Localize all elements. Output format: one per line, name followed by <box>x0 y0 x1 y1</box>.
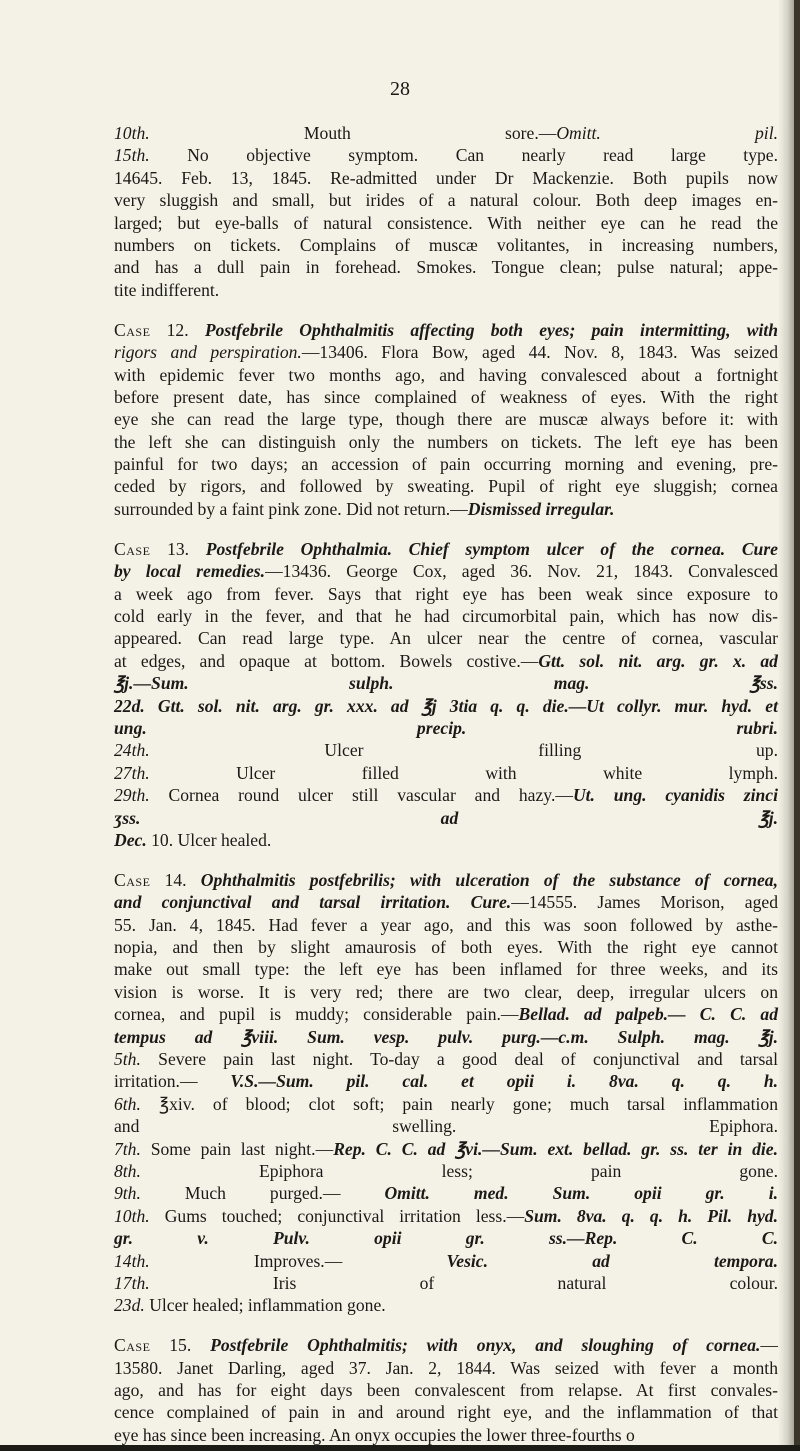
text-run: surrounded by a faint pink zone. Did not return.— <box>114 498 468 519</box>
text-run: Vesic. ad tempora. <box>446 1250 778 1271</box>
text-run: appeared. Can read large type. An ulcer near the centre of cornea, vascular <box>114 628 778 649</box>
body-text <box>114 122 778 1446</box>
text-run: 10th. <box>114 123 150 143</box>
paragraph-gap <box>114 1317 778 1335</box>
text-line <box>114 341 778 363</box>
text-line <box>114 672 778 694</box>
text-run: rigors and perspiration. <box>114 342 302 363</box>
text-run: eye has since been increasing. An onyx occupies the lower three-fourths o <box>114 1424 635 1445</box>
text-run: Dismissed irregular. <box>467 498 615 519</box>
text-run: Omitt. med. Sum. opii gr. i. <box>384 1183 778 1204</box>
text-run: Some pain last night.— <box>140 1138 334 1159</box>
text-line <box>114 1205 778 1227</box>
paragraph-gap <box>114 301 778 319</box>
text-run: Gums touched; conjunctival irritation less.— <box>149 1205 525 1226</box>
text-line <box>114 364 778 386</box>
text-line <box>114 167 778 189</box>
text-line <box>114 1048 778 1070</box>
text-line <box>114 891 778 913</box>
text-run: —14555. James Morison, aged <box>511 892 778 913</box>
text-run: ℥xiv. of blood; clot soft; pain nearly gone; much tarsal inflammation <box>140 1093 778 1114</box>
text-run: Epiphora less; pain gone. <box>140 1160 778 1181</box>
text-run: Ophthalmitis postfebrilis; with ulceration of the substance of cornea, <box>200 869 778 890</box>
text-line <box>114 1160 778 1182</box>
text-line <box>114 650 778 672</box>
bottom-rule <box>0 1445 800 1451</box>
text-line <box>114 869 778 891</box>
text-run: 9th. <box>114 1183 141 1204</box>
text-line <box>114 762 778 784</box>
text-run: 6th. <box>114 1093 141 1114</box>
text-run: larged; but eye-balls of natural consistence. With neither eye can he read the <box>114 212 778 233</box>
text-run: Ulcer filling up. <box>149 740 778 761</box>
text-line <box>114 279 778 301</box>
text-run: and conjunctival and tarsal irritation. Cure. <box>114 892 512 913</box>
text-line <box>114 583 778 605</box>
text-run: 17th. <box>114 1272 150 1293</box>
text-line <box>114 1294 778 1316</box>
text-line <box>114 1250 778 1272</box>
text-run: 55. Jan. 4, 1845. Had fever a year ago, and this was soon followed by asthe- <box>114 914 778 935</box>
text-line <box>114 1115 778 1137</box>
text-run: 29th. <box>114 785 150 806</box>
text-run: 27th. <box>114 762 150 783</box>
text-run: make out small type: the left eye has been inflamed for three weeks, and its <box>114 959 778 980</box>
text-line <box>114 1272 778 1294</box>
text-run: Ulcer filled with white lymph. <box>149 762 778 783</box>
text-line <box>114 1026 778 1048</box>
text-run: tite indifferent. <box>114 279 220 300</box>
text-run: cence complained of pain in and around right eye, and the inflammation of that <box>114 1402 778 1423</box>
text-run: 22d. Gtt. sol. nit. arg. gr. xxx. ad ℥j 3tia q. q. die.—Ut collyr. mur. hyd. et <box>114 695 778 716</box>
text-run: and swelling. Epiphora. <box>114 1116 778 1137</box>
text-run: Cornea round ulcer still vascular and hazy.— <box>149 785 573 806</box>
text-line <box>114 784 778 806</box>
text-line <box>114 256 778 278</box>
text-line <box>114 1401 778 1423</box>
text-line <box>114 498 778 520</box>
text-run: 13580. Janet Darling, aged 37. Jan. 2, 1844. Was seized with fever a month <box>114 1357 778 1378</box>
paragraph-gap <box>114 851 778 869</box>
text-run: Bellad. ad palpeb.— C. C. ad <box>518 1004 779 1025</box>
text-line <box>114 453 778 475</box>
text-run: and has a dull pain in forehead. Smokes. Tongue clean; pulse natural; appe- <box>114 257 778 278</box>
text-line <box>114 958 778 980</box>
text-run: Severe pain last night. To-day a good deal of conjunctival and tarsal <box>140 1049 778 1070</box>
text-run: vision is worse. It is very red; there are two clear, deep, irregular ulcers on <box>114 981 778 1002</box>
text-run: 14645. Feb. 13, 1845. Re-admitted under Dr Mackenzie. Both pupils now <box>114 167 778 188</box>
text-line <box>114 717 778 739</box>
text-line <box>114 1003 778 1025</box>
text-run: —13436. George Cox, aged 36. Nov. 21, 1843. Convalesced <box>265 561 778 582</box>
text-run: 13. <box>150 538 206 559</box>
text-line <box>114 212 778 234</box>
text-line <box>114 475 778 497</box>
text-line <box>114 386 778 408</box>
text-run: 24th. <box>114 740 150 761</box>
text-run: with epidemic fever two months ago, and having convalesced about a fortnight <box>114 364 778 385</box>
page-number: 28 <box>390 78 410 100</box>
text-line <box>114 1070 778 1092</box>
text-line <box>114 936 778 958</box>
text-line <box>114 431 778 453</box>
text-run: Case <box>114 1335 151 1356</box>
text-line <box>114 1424 778 1446</box>
text-line <box>114 1182 778 1204</box>
text-run: Postfebrile Ophthalmitis; with onyx, and sloughing of cornea. <box>210 1335 761 1356</box>
text-line <box>114 408 778 430</box>
text-line <box>114 1334 778 1356</box>
text-line <box>114 1357 778 1379</box>
text-run: —13406. Flora Bow, aged 44. Nov. 8, 1843. Was seized <box>301 342 778 363</box>
text-line <box>114 1227 778 1249</box>
text-line <box>114 695 778 717</box>
text-run: numbers on tickets. Complains of muscæ volitantes, in increasing numbers, <box>114 234 778 255</box>
text-run: very sluggish and small, but irides of a natural colour. Both deep images en- <box>114 190 778 211</box>
text-run: Much purged.— <box>140 1183 385 1204</box>
text-run: painful for two days; an accession of pain occurring morning and evening, pre- <box>114 454 778 475</box>
text-run: ceded by rigors, and followed by sweating. Pupil of right eye sluggish; cornea <box>114 476 778 497</box>
text-run: Gtt. sol. nit. arg. gr. x. ad <box>538 650 778 671</box>
text-run: 10. Ulcer healed. <box>146 829 272 850</box>
text-run: Case <box>114 869 151 890</box>
page-edge-binding <box>794 0 800 1451</box>
text-run: Ulcer healed; inflammation gone. <box>144 1295 386 1316</box>
text-run: gr. v. Pulv. opii gr. ss.—Rep. C. C. <box>114 1228 778 1249</box>
text-run: at edges, and opaque at bottom. Bowels costive.— <box>114 650 539 671</box>
text-line <box>114 605 778 627</box>
text-run: 7th. <box>114 1138 141 1159</box>
text-run: by local remedies. <box>114 561 266 582</box>
text-run: Ut. ung. cyanidis zinci <box>572 785 778 806</box>
text-run: Case <box>114 538 151 559</box>
text-line <box>114 627 778 649</box>
text-run: nopia, and then by slight amaurosis of both eyes. With the right eye cannot <box>114 937 778 958</box>
text-line <box>114 234 778 256</box>
text-line <box>114 538 778 560</box>
text-run: ago, and has for eight days been convalescent from relapse. At first convales- <box>114 1380 778 1401</box>
text-run: 14. <box>150 869 201 890</box>
text-line <box>114 1379 778 1401</box>
text-run: 14th. <box>114 1250 150 1271</box>
paragraph-gap <box>114 520 778 538</box>
text-run: eye she can read the large type, though there are muscæ always before it: with <box>114 409 778 430</box>
text-run: Sum. 8va. q. q. h. Pil. hyd. <box>524 1205 778 1226</box>
text-run: Dec. <box>114 829 147 850</box>
text-run: — <box>760 1335 778 1356</box>
text-run: 10th. <box>114 1205 150 1226</box>
text-run: tempus ad ℥viii. Sum. vesp. pulv. purg.—c.m. Sulph. mag. ℥j. <box>114 1026 778 1047</box>
text-run: the left she can distinguish only the numbers on tickets. The left eye has been <box>114 431 778 452</box>
text-run: a week ago from fever. Says that right eye has been weak since exposure to <box>114 583 778 604</box>
text-run: 5th. <box>114 1049 141 1070</box>
text-line <box>114 981 778 1003</box>
text-run: Postfebrile Ophthalmia. Chief symptom ulcer of the cornea. Cure <box>205 538 778 559</box>
text-run: 12. <box>150 319 205 340</box>
text-run: cornea, and pupil is muddy; considerable pain.— <box>114 1004 519 1025</box>
text-run: Improves.— <box>149 1250 447 1271</box>
text-run: cold early in the fever, and that he had circumorbital pain, which has now dis- <box>114 606 778 626</box>
text-run: 15th. <box>114 145 150 166</box>
text-run: ung. precip. rubri. <box>114 717 778 738</box>
text-line <box>114 1093 778 1115</box>
text-line <box>114 319 778 341</box>
text-run: 23d. <box>114 1295 145 1316</box>
text-line <box>114 807 778 829</box>
text-run: Postfebrile Ophthalmitis affecting both eyes; pain intermitting, with <box>204 319 779 340</box>
text-line <box>114 560 778 582</box>
text-run: Omitt. pil. <box>556 123 778 143</box>
text-run: Rep. C. C. ad ℥vi.—Sum. ext. bellad. gr. ss. ter in die. <box>333 1138 778 1159</box>
text-run: Iris of natural colour. <box>149 1272 778 1293</box>
text-line <box>114 122 778 144</box>
text-run: before present date, has since complained of weakness of eyes. With the right <box>114 386 778 407</box>
text-run: 15. <box>150 1335 211 1356</box>
text-line <box>114 739 778 761</box>
text-line <box>114 914 778 936</box>
text-run: ʒss. ad ℥j. <box>114 807 778 828</box>
text-run: V.S.—Sum. pil. cal. et opii i. 8va. q. q. h. <box>230 1071 779 1092</box>
text-line <box>114 1138 778 1160</box>
text-run: irritation.— <box>114 1071 231 1092</box>
text-run: 8th. <box>114 1160 141 1181</box>
text-run: Mouth sore.— <box>149 123 557 143</box>
text-line <box>114 189 778 211</box>
text-run: ℥j.—Sum. sulph. mag. ℥ss. <box>114 673 778 694</box>
text-line <box>114 144 778 166</box>
text-line <box>114 829 778 851</box>
text-run: Case <box>114 319 151 340</box>
text-run: No objective symptom. Can nearly read large type. <box>149 145 778 166</box>
